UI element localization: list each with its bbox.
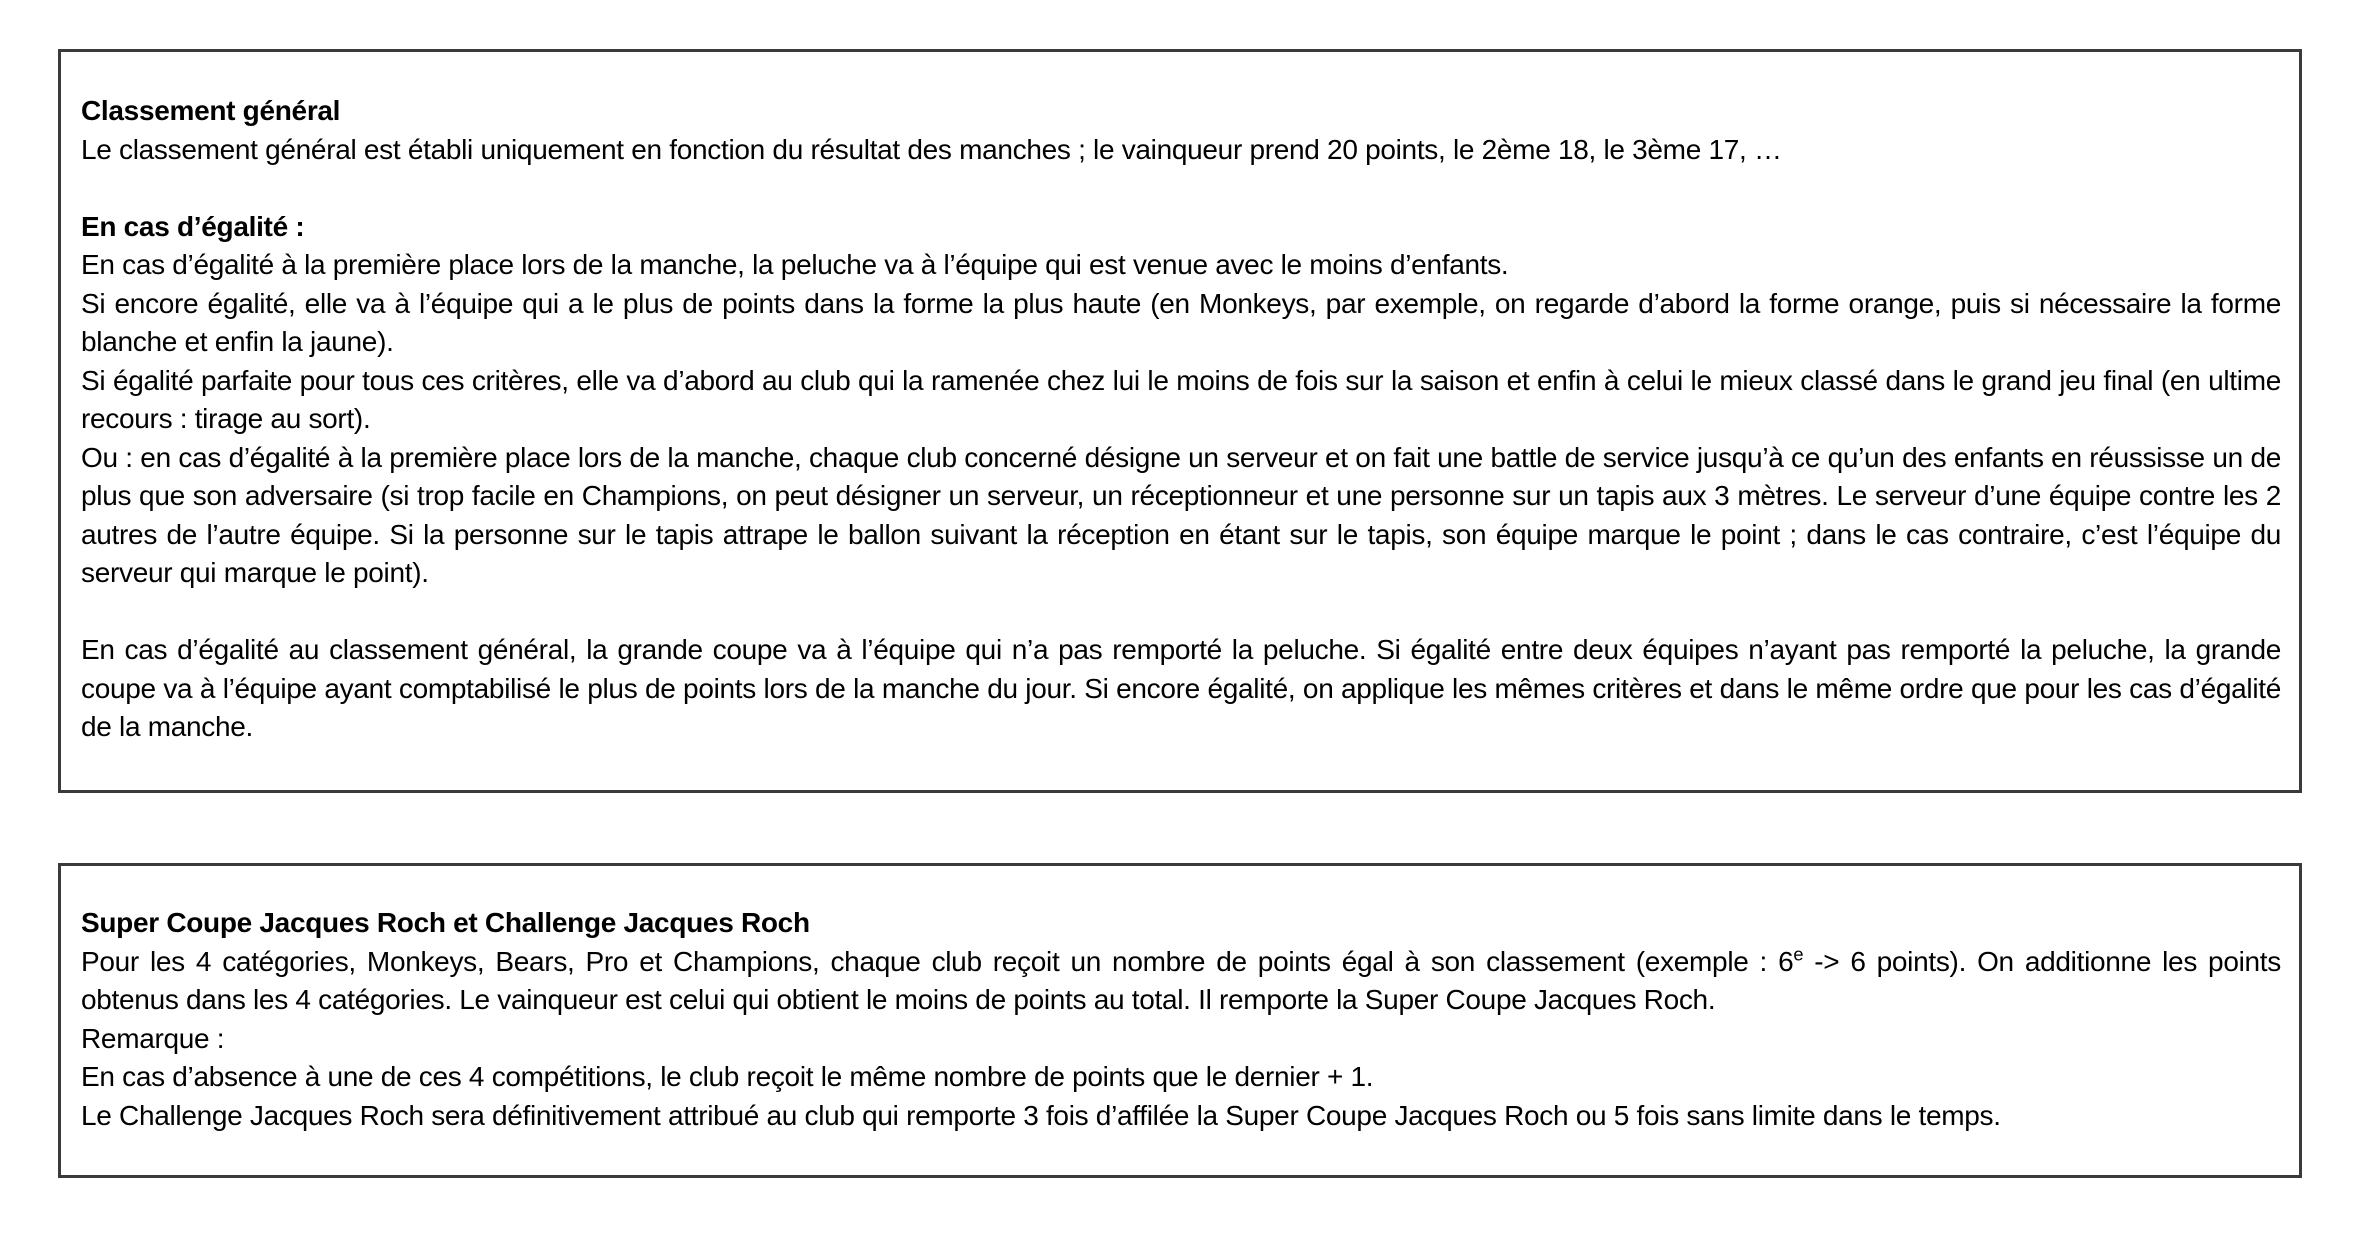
super-coupe-textbox (58, 863, 2302, 1178)
remark-label: Remarque : (81, 1022, 225, 1054)
egalite-heading: En cas d’égalité : (81, 210, 305, 242)
egalite-para-2: Si encore égalité, elle va à l’équipe qui a le plus de points dans la forme la plus haute (en Monkeys, par exemple, on regarde d’abord la forme orange, puis si nécessaire la forme blanche et enfin la jaune). (81, 287, 2281, 357)
egalite-para-4: Ou : en cas d’égalité à la première place lors de la manche, chaque club concerné désigne un serveur et on fait une battle de service jusqu’à ce qu’un des enfants en réussisse un de plus que son adversaire (si trop facile en Champions, on peut désigner un serveur, un réceptionneur et une personne sur un tapis aux 3 mètres. Le serveur d’une équipe contre les 2 autres de l’autre équipe. Si la personne sur le tapis attrape le ballon suivant la réception en étant sur le tapis, son équipe marque le point ; dans le cas contraire, c’est l’équipe du serveur qui marque le point). (81, 441, 2281, 588)
ordinal-superscript: e (1793, 944, 1804, 965)
remark-para-2: Le Challenge Jacques Roch sera définitivement attribué au club qui remporte 3 fois d’affilée la Super Coupe Jacques Roch ou 5 fois sans limite dans le temps. (81, 1099, 2001, 1131)
remark-para-1: En cas d’absence à une de ces 4 compétitions, le club reçoit le même nombre de points que le dernier + 1. (81, 1061, 1374, 1092)
blank-line (81, 169, 2281, 208)
egalite-para-5: En cas d’égalité au classement général, la grande coupe va à l’équipe qui n’a pas remporté la peluche. Si égalité entre deux équipes n’ayant pas remporté la peluche, la grande coupe va à l’équipe ayant comptabilisé le plus de points lors de la manche du jour. Si encore égalité, on applique les mêmes critères et dans le même ordre que pour les cas d’égalité de la manche. (81, 634, 2281, 742)
super-coupe-para-1-end: -> 6 points). On additionne les points obtenus dans les 4 catégories. Le vainqueur est celui qui obtient le moins de points au total. Il remporte la Super Coupe Jacques Roch. (81, 945, 2281, 1015)
egalite-para-3: Si égalité parfaite pour tous ces critères, elle va d’abord au club qui la ramenée chez lui le moins de fois sur la saison et enfin à celui le mieux classé dans le grand jeu final (en ultime recours : tirage au sort). (81, 364, 2281, 434)
super-coupe-heading: Super Coupe Jacques Roch et Challenge Jacques Roch (81, 907, 810, 938)
super-coupe-para-1-start: Pour les 4 catégories, Monkeys, Bears, Pro et Champions, chaque club reçoit un nombre de points égal à son classement (exemple : 6 (81, 945, 1794, 977)
blank-line (81, 593, 2281, 632)
egalite-para-1: En cas d’égalité à la première place lors de la manche, la peluche va à l’équipe qui est venue avec le moins d’enfants. (81, 249, 1509, 280)
classement-general-textbox (58, 49, 2302, 793)
classement-intro: Le classement général est établi uniquement en fonction du résultat des manches ; le vainqueur prend 20 points, le 2ème 18, le 3ème 17, … (81, 133, 1782, 165)
super-coupe-para-1 (81, 943, 2281, 1020)
classement-heading: Classement général (81, 95, 341, 126)
